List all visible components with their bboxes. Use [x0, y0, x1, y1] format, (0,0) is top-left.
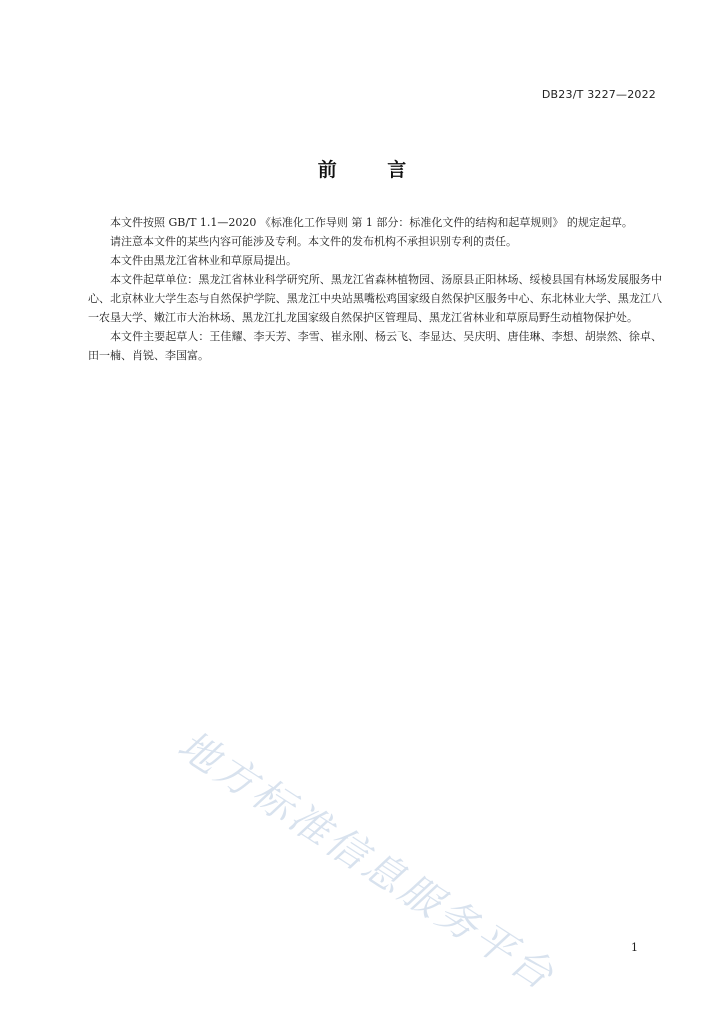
paragraph-drafting-rules: 本文件按照 GB/T 1.1—2020 《标准化工作导则 第 1 部分：标准化文件的结构和起草规则》 的规定起草。: [110, 216, 633, 229]
page-title: 前 言: [317, 159, 429, 181]
paragraph-patent-notice: 请注意本文件的某些内容可能涉及专利。本文件的发布机构不承担识别专利的责任。: [110, 235, 517, 248]
paragraph-drafters: 本文件主要起草人：王佳耀、李天芳、李雪、崔永刚、杨云飞、李显达、吴庆明、唐佳琳、李想、胡崇然、徐卓、田一楠、肖锐、李国富。: [88, 330, 662, 362]
page-number: 1: [631, 941, 638, 954]
preface-body: [88, 213, 662, 365]
watermark: 地方标准信息服务平台: [169, 722, 564, 1001]
standard-code: DB23/T 3227—2022: [541, 88, 656, 101]
paragraph-proposer: 本文件由黑龙江省林业和草原局提出。: [110, 254, 297, 267]
paragraph-drafting-units: 本文件起草单位：黑龙江省林业科学研究所、黑龙江省森林植物园、汤原县正阳林场、绥棱县国有林场发展服务中心、北京林业大学生态与自然保护学院、黑龙江中央站黑嘴松鸡国家级自然保护区服务中心、东北林业大学、黑龙江八一农垦大学、嫩江市大治林场、黑龙江扎龙国家级自然保护区管理局、黑龙江省林业和草原局野生动植物保护处。: [88, 273, 662, 324]
